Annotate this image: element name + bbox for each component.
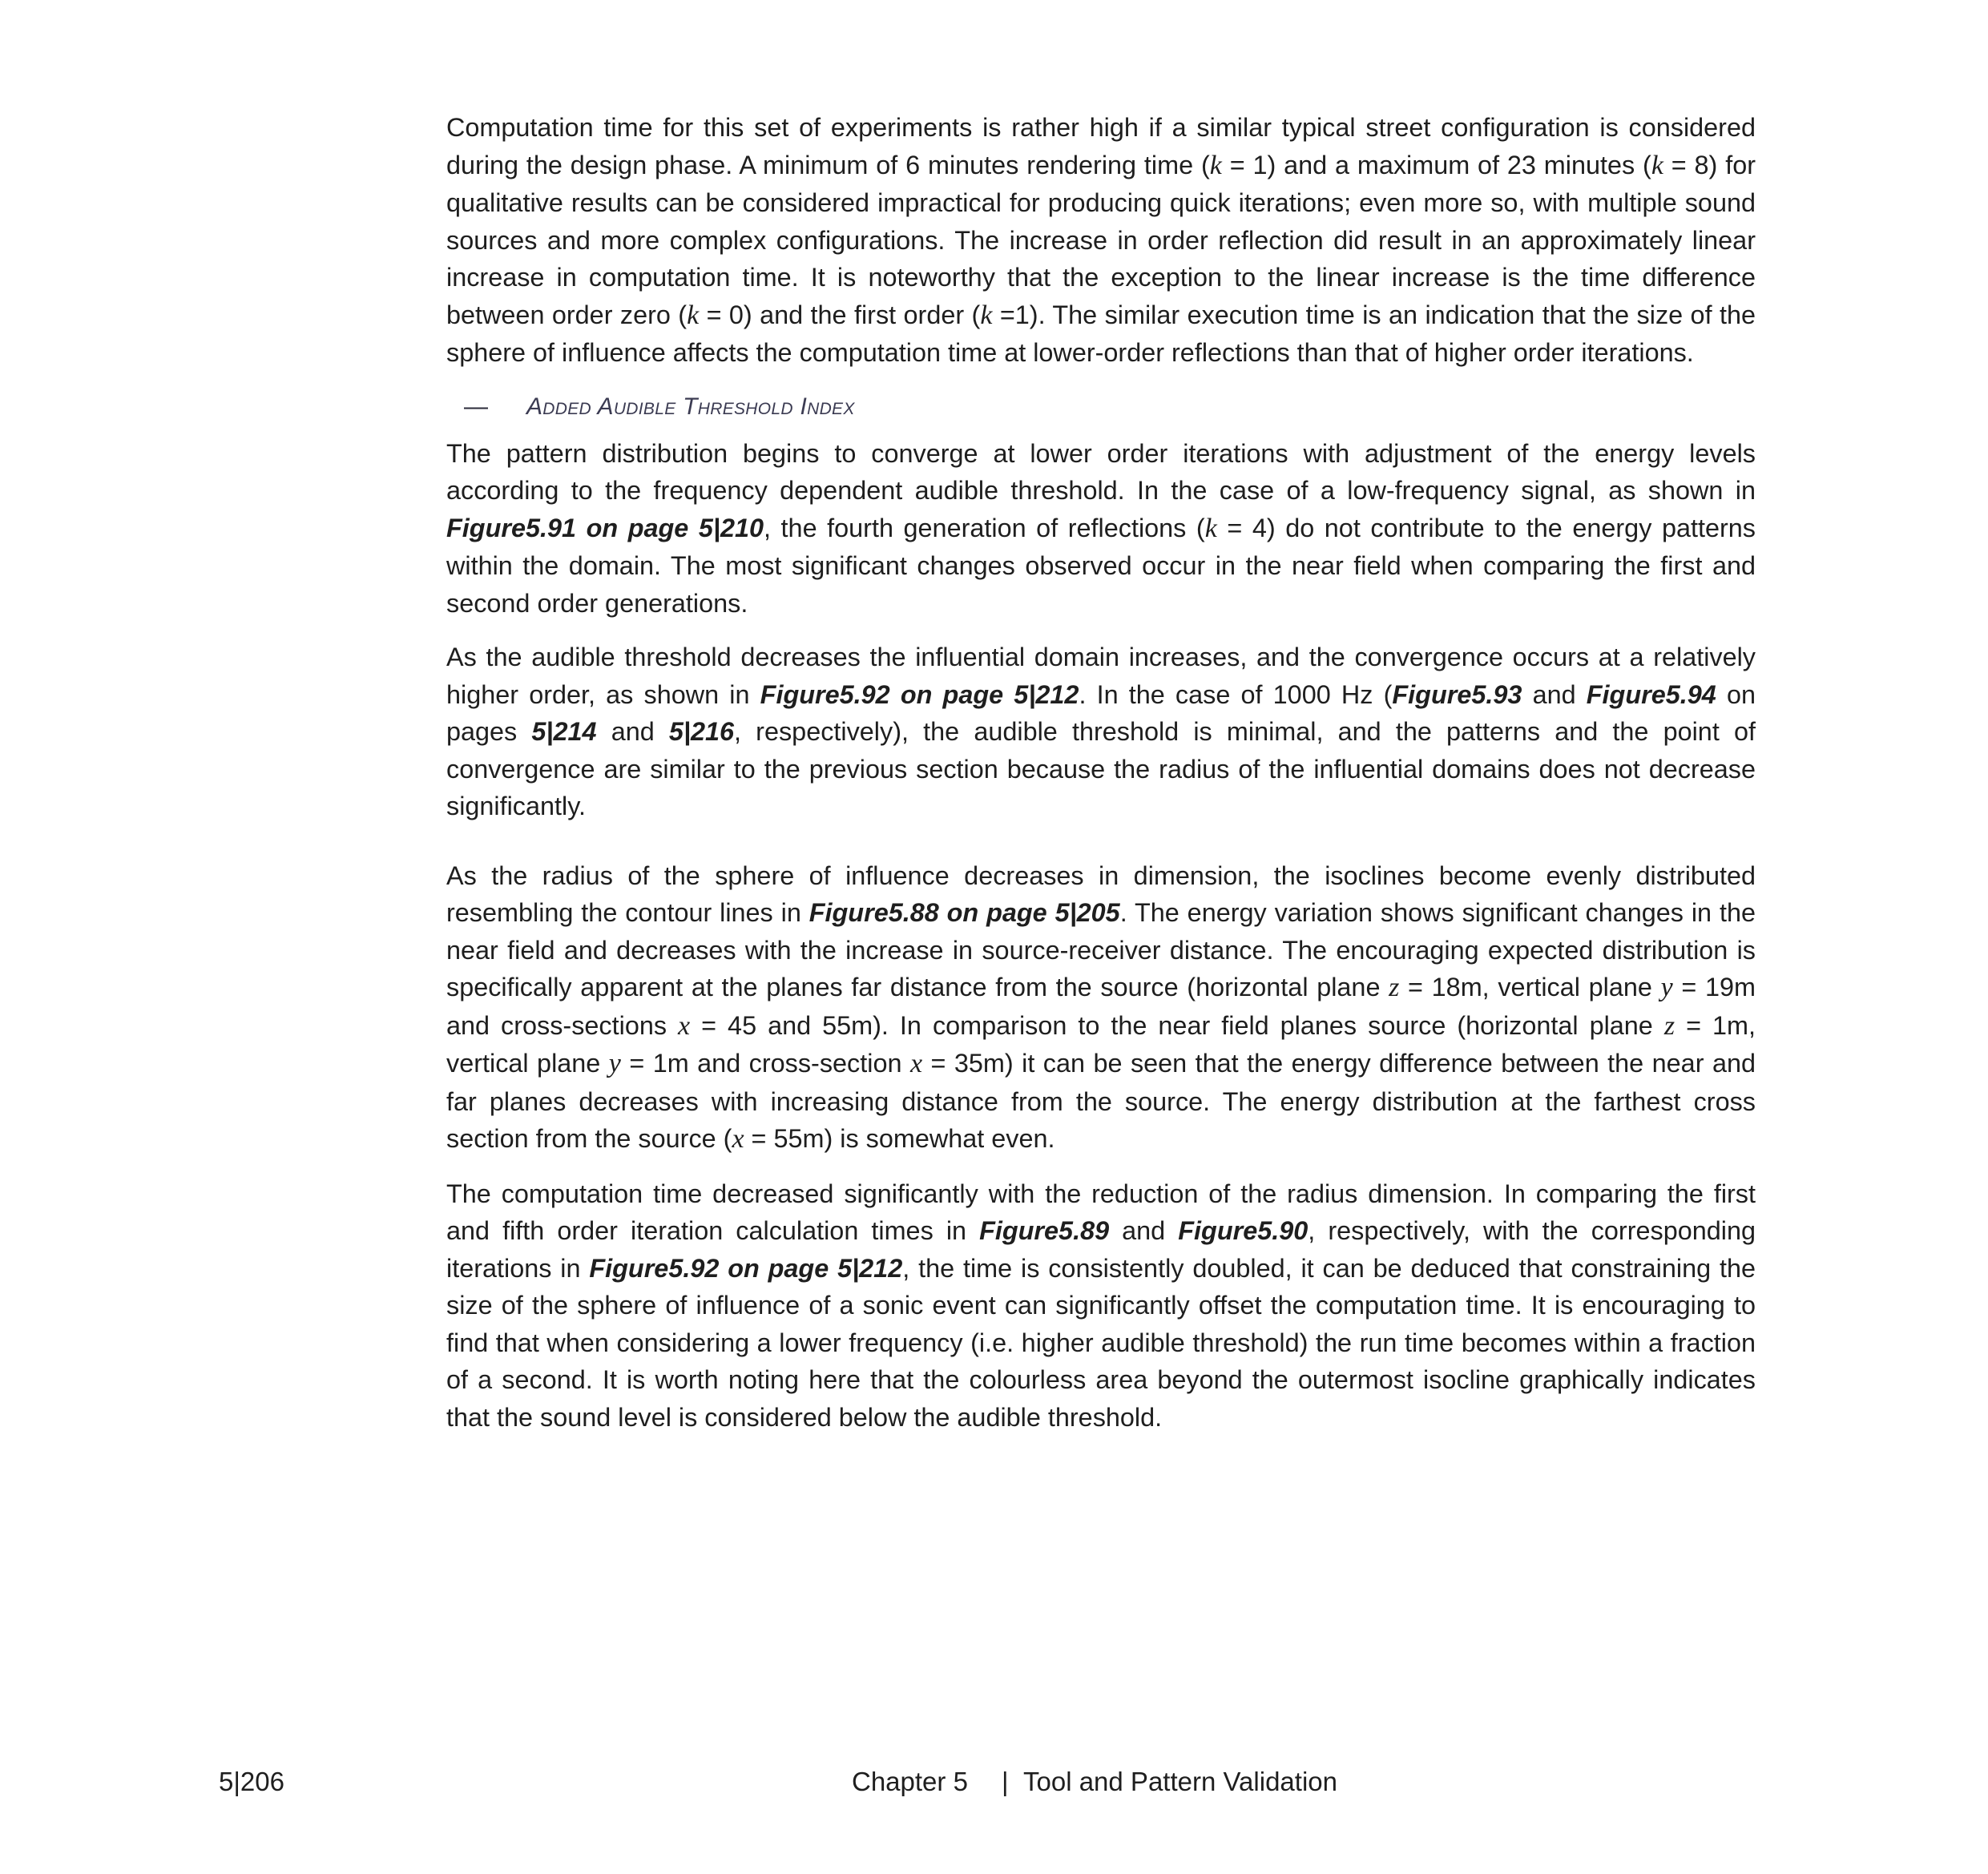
figure-reference-link[interactable]: Figure5.91 on page 5|210	[446, 513, 764, 542]
chapter-title: Tool and Pattern Validation	[1023, 1767, 1337, 1796]
variable-z: z	[1663, 1010, 1675, 1041]
variable-k: k	[687, 300, 700, 330]
page-number: 5|206	[219, 1767, 284, 1796]
footer-separator: |	[1002, 1767, 1009, 1796]
figure-reference-link[interactable]: Figure5.92 on page 5|212	[760, 679, 1079, 709]
variable-x: x	[732, 1124, 744, 1154]
figure-reference-link[interactable]: Figure5.94	[1586, 679, 1716, 709]
page-reference-link[interactable]: 5|216	[668, 717, 735, 746]
heading-title: Added Audible Threshold Index	[526, 393, 855, 420]
paragraph-sphere-radius: As the radius of the sphere of influence decreases in dimension, the isoclines become evenly distributed resembling the contour lines in Figure5.88 on page 5|205. The energy variation shows significant changes in the near field and decreases with the increase in source-receiver distance. The encouraging expected distribution is specifically apparent at the planes far distance from the source (horizontal plane z = 18m, vertical plane y = 19m and cross-sections x = 45 and 55m). In comparison to the near field planes source (horizontal plane z = 1m, vertical plane y = 1m and cross-section x = 35m) it can be seen that the energy difference between the near and far planes decreases with increasing distance from the source. The energy distribution at the farthest cross section from the source (x = 55m) is somewhat even.	[446, 860, 1756, 1154]
variable-k: k	[1651, 150, 1663, 180]
paragraph-pattern-distribution: The pattern distribution begins to converge at lower order iterations with adjustment of the energy levels according to the frequency dependent audible threshold. In the case of a low-frequency signal, as shown in Figure5.91 on page 5|210, the fourth generation of reflections (k = 4) do not contribute to the energy patterns within the domain. The most significant changes observed occur in the near field when comparing the first and second order generations.	[446, 438, 1756, 618]
main-text	[446, 109, 1756, 1453]
figure-reference-link[interactable]: Figure5.88 on page 5|205	[809, 898, 1120, 927]
paragraph-audible-threshold: As the audible threshold decreases the influential domain increases, and the convergence occurs at a relatively higher order, as shown in Figure5.92 on page 5|212. In the case of 1000 Hz (Figure5.93 and Figure5.94 on pages 5|214 and 5|216, respectively), the audible threshold is minimal, and the patterns and the point of convergence are similar to the previous section because the radius of the influential domains does not decrease significantly.	[446, 643, 1756, 820]
figure-reference-link[interactable]: Figure5.93	[1392, 679, 1522, 709]
figure-reference-link[interactable]: Figure5.92 on page 5|212	[589, 1253, 903, 1283]
variable-k: k	[1204, 513, 1217, 543]
page-reference-link[interactable]: 5|214	[531, 717, 597, 746]
paragraph-computation-time: Computation time for this set of experiments is rather high if a similar typical street configuration is considered during the design phase. A minimum of 6 minutes rendering time (k = 1) and a maximum of 23 minutes (k = 8) for qualitative results can be considered impractical for producing quick iterations; even more so, with multiple sound sources and more complex configurations. The increase in order reflection did result in an approximately linear increase in computation time. It is noteworthy that the exception to the linear increase is the time difference between order zero (k = 0) and the first order (k =1). The similar execution time is an indication that the size of the sphere of influence affects the computation time at lower-order reflections than that of higher order iterations.	[446, 113, 1756, 367]
variable-y: y	[1660, 973, 1673, 1002]
figure-reference-link[interactable]: Figure5.90	[1178, 1216, 1309, 1245]
variable-x: x	[678, 1010, 691, 1041]
chapter-label: Chapter 5	[852, 1767, 968, 1796]
page-footer	[0, 1762, 1988, 1802]
variable-z: z	[1389, 973, 1400, 1002]
variable-y: y	[608, 1049, 621, 1078]
paragraph-computation-decrease: The computation time decreased significantly with the reduction of the radius dimension. In comparing the first and fifth order iteration calculation times in Figure5.89 and Figure5.90, respectively, with the corresponding iterations in Figure5.92 on page 5|212, the time is consistently doubled, it can be deduced that constraining the size of the sphere of influence of a sonic event can significantly offset the computation time. It is encouraging to find that when considering a lower frequency (i.e. higher audible threshold) the run time becomes within a fraction of a second. It is worth noting here that the colourless area beyond the outermost isocline graphically indicates that the sound level is considered below the audible threshold.	[446, 1179, 1756, 1432]
figure-reference-link[interactable]: Figure5.89	[979, 1216, 1110, 1245]
variable-x: x	[909, 1049, 923, 1078]
variable-k: k	[1209, 150, 1222, 180]
variable-k: k	[980, 300, 993, 330]
section-heading	[446, 389, 1756, 425]
heading-dash: —	[464, 393, 488, 420]
